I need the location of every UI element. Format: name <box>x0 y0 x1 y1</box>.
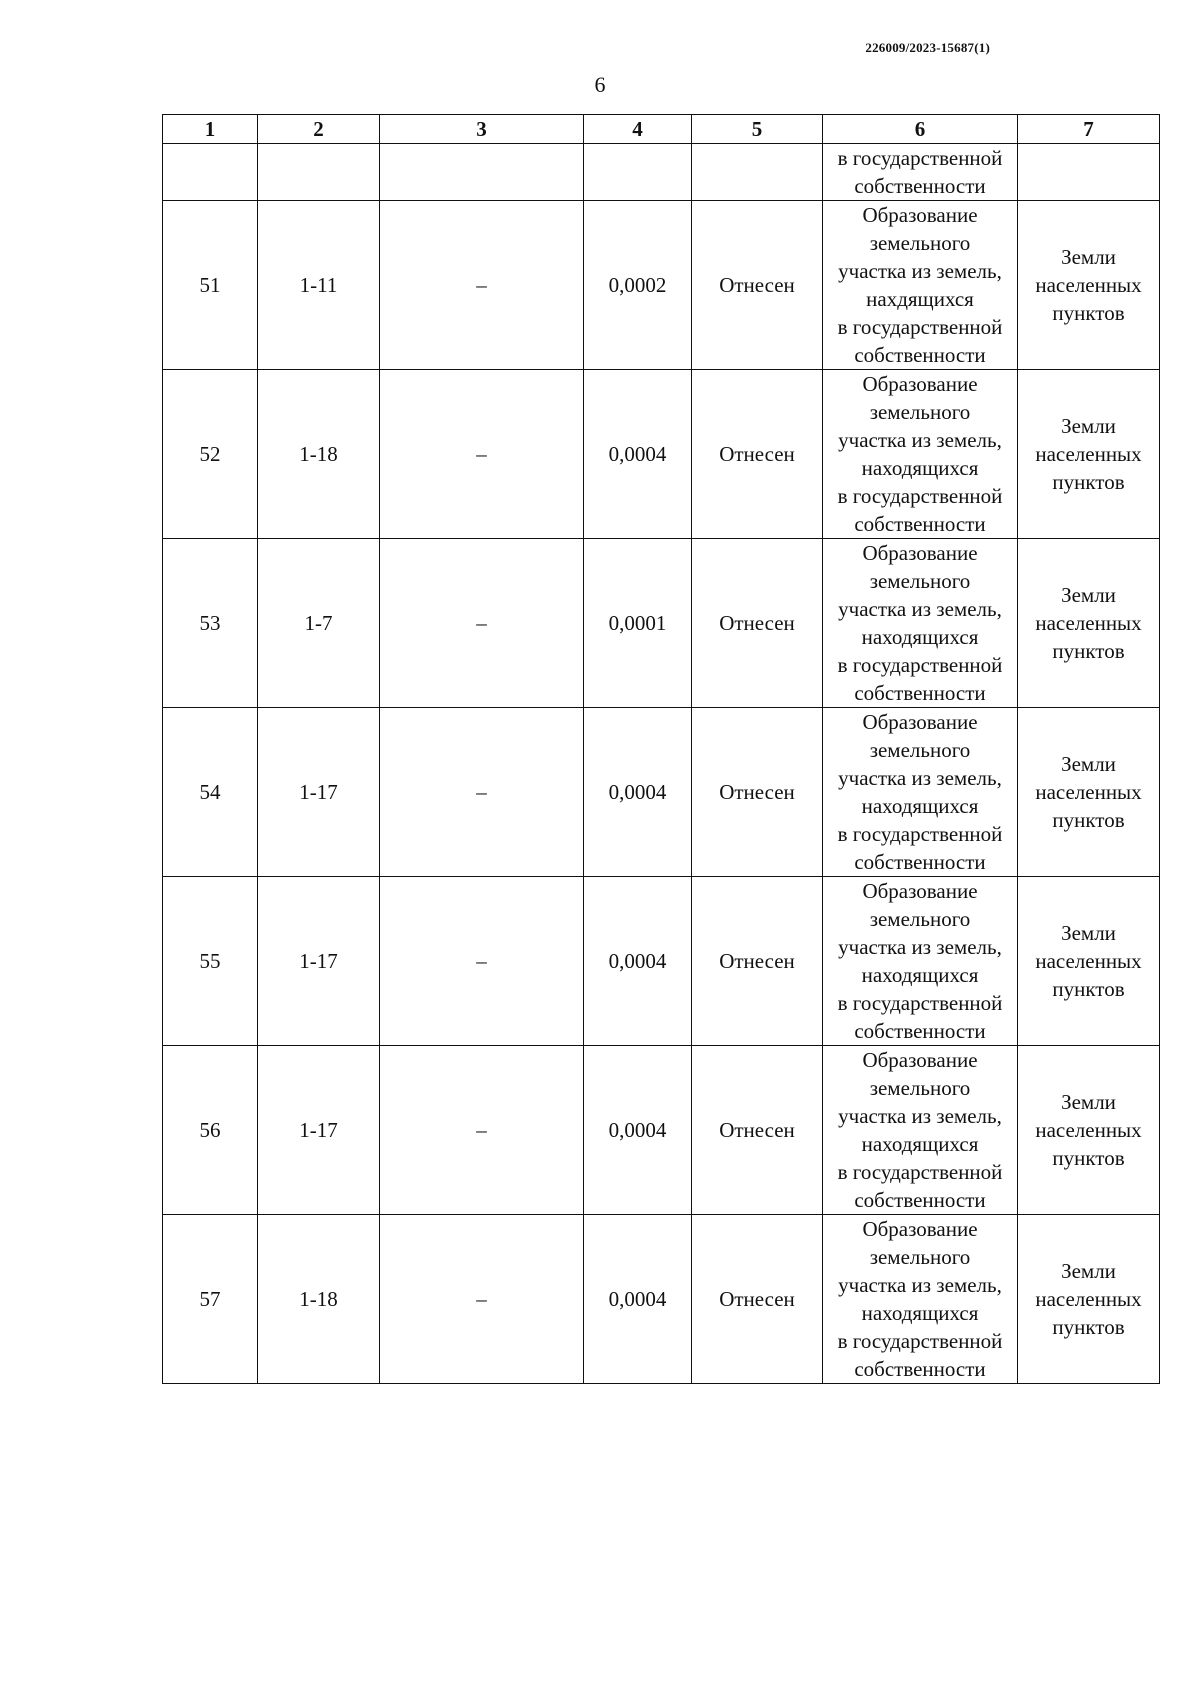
table-cell <box>692 144 823 201</box>
area-cell <box>584 370 692 539</box>
col-header-1: 1 <box>163 115 258 144</box>
column-3-text: – <box>476 1287 487 1311</box>
status-text: Отнесен <box>719 611 795 635</box>
column-3-text: – <box>476 949 487 973</box>
land-category-text: Земли населенных пунктов <box>1035 1090 1142 1170</box>
status-text: Отнесен <box>719 780 795 804</box>
table-cell <box>380 144 584 201</box>
description-cell <box>823 877 1018 1046</box>
description-cell <box>823 1046 1018 1215</box>
status-cell <box>692 708 823 877</box>
land-category-cell <box>1018 1046 1160 1215</box>
plot-number-cell <box>258 877 380 1046</box>
col-header-2: 2 <box>258 115 380 144</box>
land-category-cell <box>1018 370 1160 539</box>
plot-number-text: 1-17 <box>299 949 338 973</box>
column-3-text: – <box>476 273 487 297</box>
status-text: Отнесен <box>719 1287 795 1311</box>
status-cell <box>692 1215 823 1384</box>
plot-number-text: 1-17 <box>299 780 338 804</box>
status-text: Отнесен <box>719 442 795 466</box>
status-cell <box>692 539 823 708</box>
table-row <box>163 708 1160 877</box>
col-header-4: 4 <box>584 115 692 144</box>
description-text: Образование земельного участка из земель, находящихся в государственной собственности <box>837 372 1003 536</box>
plot-number-cell <box>258 708 380 877</box>
land-category-cell <box>1018 877 1160 1046</box>
table-row <box>163 370 1160 539</box>
land-category-cell <box>1018 1215 1160 1384</box>
area-text: 0,0002 <box>608 273 667 297</box>
row-number-text: 51 <box>199 273 221 297</box>
column-3-cell <box>380 1046 584 1215</box>
area-cell <box>584 877 692 1046</box>
plot-number-text: 1-18 <box>299 1287 338 1311</box>
status-text: Отнесен <box>719 949 795 973</box>
description-cell <box>823 708 1018 877</box>
plot-number-text: 1-17 <box>299 1118 338 1142</box>
table-header-row <box>163 115 1160 144</box>
row-number-cell <box>163 1046 258 1215</box>
status-text: Отнесен <box>719 1118 795 1142</box>
area-text: 0,0004 <box>608 1118 667 1142</box>
col-header-6: 6 <box>823 115 1018 144</box>
status-cell <box>692 201 823 370</box>
area-cell <box>584 708 692 877</box>
status-cell <box>692 1046 823 1215</box>
description-text: Образование земельного участка из земель, находящихся в государственной собственности <box>837 710 1003 874</box>
land-category-text: Земли населенных пунктов <box>1035 752 1142 832</box>
land-category-text: Земли населенных пунктов <box>1035 245 1142 325</box>
land-category-text: Земли населенных пунктов <box>1035 414 1142 494</box>
description-text: Образование земельного участка из земель, находящихся в государственной собственности <box>837 1048 1003 1212</box>
row-number-text: 53 <box>199 611 221 635</box>
land-plots-table <box>162 114 1160 1384</box>
area-text: 0,0004 <box>608 780 667 804</box>
plot-number-text: 1-18 <box>299 442 338 466</box>
row-number-text: 52 <box>199 442 221 466</box>
table-cell <box>584 144 692 201</box>
continuation-row <box>163 144 1160 201</box>
page-number: 6 <box>594 72 606 97</box>
column-3-cell <box>380 201 584 370</box>
land-category-text: Земли населенных пунктов <box>1035 1259 1142 1339</box>
plot-number-text: 1-7 <box>304 611 333 635</box>
column-3-text: – <box>476 611 487 635</box>
row-number-cell <box>163 539 258 708</box>
row-number-cell <box>163 708 258 877</box>
area-cell <box>584 1215 692 1384</box>
area-cell <box>584 539 692 708</box>
status-cell <box>692 877 823 1046</box>
column-3-cell <box>380 539 584 708</box>
row-number-cell <box>163 370 258 539</box>
document-id: 226009/2023-15687(1) <box>865 40 990 55</box>
table-row <box>163 201 1160 370</box>
land-category-cell <box>1018 539 1160 708</box>
plot-number-cell <box>258 370 380 539</box>
description-cell <box>823 1215 1018 1384</box>
description-cell <box>823 201 1018 370</box>
description-text: Образование земельного участка из земель, находящихся в государственной собственности <box>837 541 1003 705</box>
table-cell <box>1018 144 1160 201</box>
status-cell <box>692 370 823 539</box>
area-text: 0,0001 <box>608 611 667 635</box>
description-cell <box>823 539 1018 708</box>
column-3-cell <box>380 370 584 539</box>
row-number-text: 56 <box>199 1118 221 1142</box>
table-cell <box>163 144 258 201</box>
column-3-text: – <box>476 1118 487 1142</box>
area-cell <box>584 201 692 370</box>
row-number-text: 54 <box>199 780 221 804</box>
description-text: Образование земельного участка из земель, находящихся в государственной собственности <box>837 879 1003 1043</box>
table-row <box>163 1046 1160 1215</box>
column-3-cell <box>380 708 584 877</box>
land-category-text: Земли населенных пунктов <box>1035 921 1142 1001</box>
row-number-cell <box>163 877 258 1046</box>
area-cell <box>584 1046 692 1215</box>
area-text: 0,0004 <box>608 442 667 466</box>
description-text: в государственной собственности <box>837 146 1003 198</box>
row-number-text: 55 <box>199 949 221 973</box>
description-text: Образование земельного участка из земель, нахдящихся в государственной собственности <box>837 203 1003 367</box>
area-text: 0,0004 <box>608 949 667 973</box>
column-3-cell <box>380 877 584 1046</box>
col-header-3: 3 <box>380 115 584 144</box>
plot-number-cell <box>258 1046 380 1215</box>
column-3-text: – <box>476 442 487 466</box>
table-row <box>163 539 1160 708</box>
plot-number-cell <box>258 201 380 370</box>
plot-number-text: 1-11 <box>299 273 338 297</box>
plot-number-cell <box>258 539 380 708</box>
land-category-cell <box>1018 201 1160 370</box>
status-text: Отнесен <box>719 273 795 297</box>
area-text: 0,0004 <box>608 1287 667 1311</box>
description-text: Образование земельного участка из земель, находящихся в государственной собственности <box>837 1217 1003 1381</box>
plot-number-cell <box>258 1215 380 1384</box>
table-row <box>163 1215 1160 1384</box>
row-number-text: 57 <box>199 1287 221 1311</box>
row-number-cell <box>163 201 258 370</box>
description-cell <box>823 144 1018 201</box>
column-3-cell <box>380 1215 584 1384</box>
row-number-cell <box>163 1215 258 1384</box>
table-row <box>163 877 1160 1046</box>
col-header-5: 5 <box>692 115 823 144</box>
land-category-text: Земли населенных пунктов <box>1035 583 1142 663</box>
col-header-7: 7 <box>1018 115 1160 144</box>
description-cell <box>823 370 1018 539</box>
table-cell <box>258 144 380 201</box>
column-3-text: – <box>476 780 487 804</box>
land-category-cell <box>1018 708 1160 877</box>
